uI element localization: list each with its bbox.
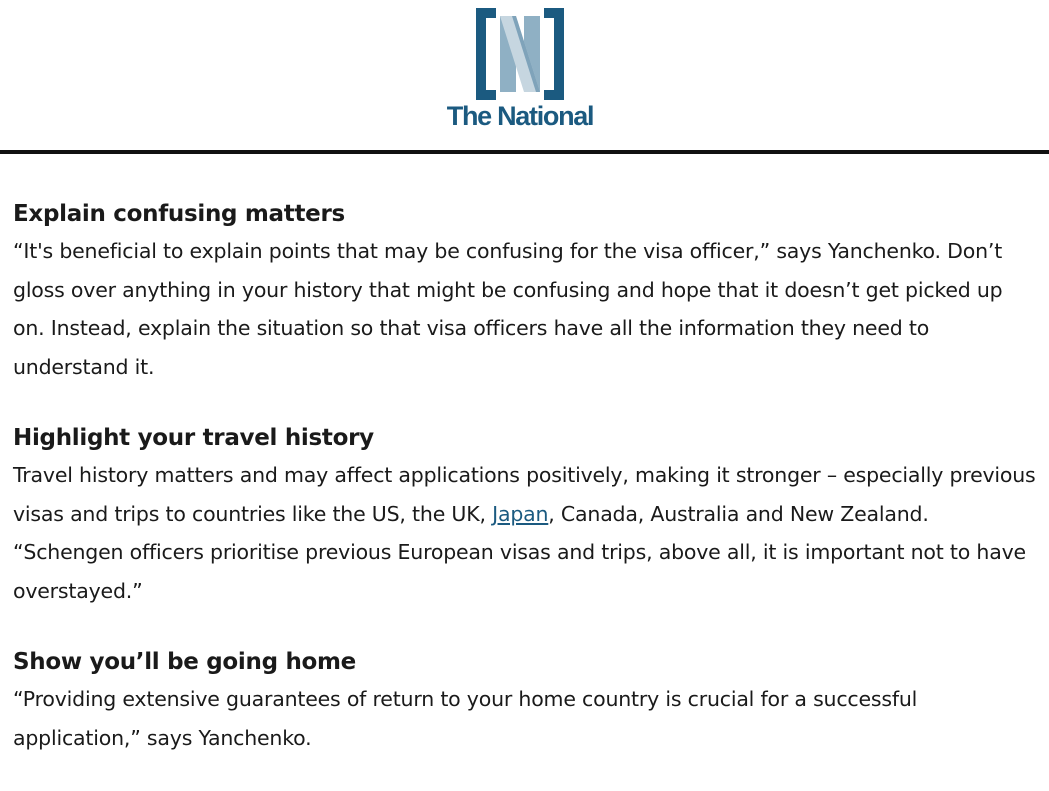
japan-link[interactable]: Japan [492,501,549,526]
section-explain-confusing-matters [13,196,1038,386]
paragraph-text: , Canada, Australia and New Zealand. “Schengen officers prioritise previous European visas and trips, above all, it is important not to have overstayed.” [13,501,1026,603]
article-body [13,196,1038,791]
section-paragraph: “It's beneficial to explain points that may be confusing for the visa officer,” says Yanchenko. Don’t gloss over anything in your history that might be confusing and hope that it doesn’t get picked up on. Instead, explain the situation so that visa officers have all the information they need to understand it. [13,239,1003,379]
section-heading: Show you’ll be going home [13,649,356,675]
section-heading: Highlight your travel history [13,425,374,451]
logo-wordmark: The National [446,101,594,131]
section-paragraph [13,456,1038,610]
site-logo[interactable] [424,8,616,133]
section-show-going-home [13,644,1038,757]
paragraph-text: Travel history matters and may affect applications positively, making it stronger – especially previous visas and trips to countries like the US, the UK, [13,463,1036,526]
section-highlight-travel-history [13,420,1038,610]
site-header [0,0,1049,154]
section-heading: Explain confusing matters [13,201,345,227]
bracketed-n-logo-icon [474,8,566,100]
section-paragraph: “Providing extensive guarantees of return to your home country is crucial for a successful application,” says Yanchenko. [13,687,918,750]
